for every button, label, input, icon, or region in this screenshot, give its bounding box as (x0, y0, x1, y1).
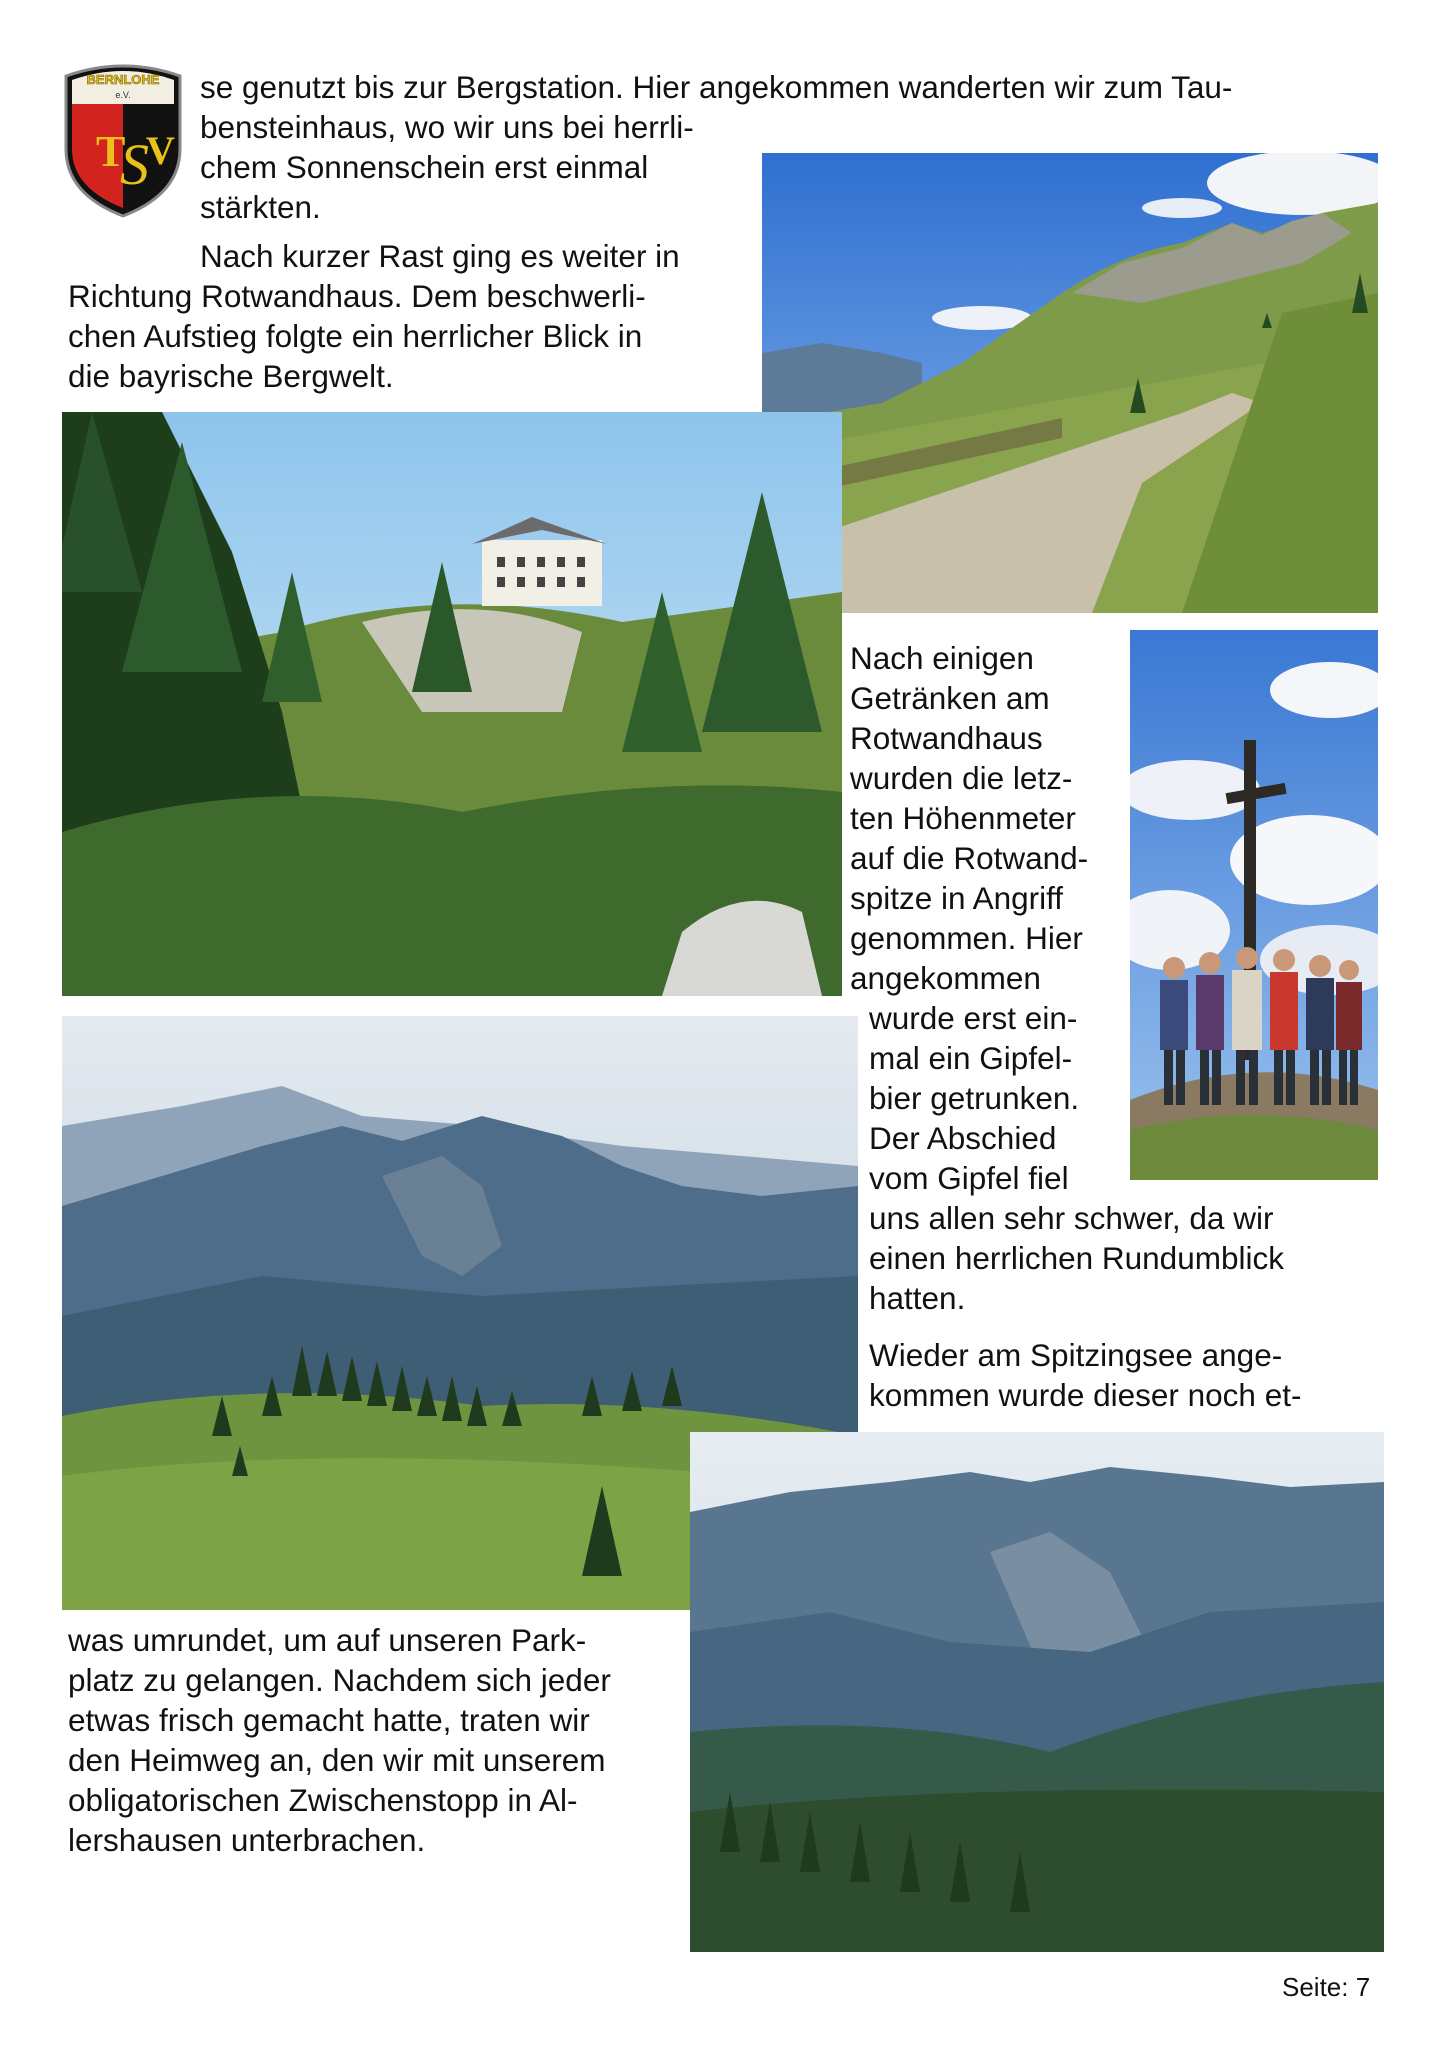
logo-sub-text: e.V. (115, 90, 131, 100)
para3-line: wurden die letz- (850, 760, 1073, 796)
para5-line: den Heimweg an, den wir mit unserem (68, 1742, 606, 1778)
para2-line: chen Aufstieg folgte ein herrlicher Blick in (68, 318, 643, 354)
para1-line: bensteinhaus, wo wir uns bei herrli- (200, 109, 694, 145)
logo-top-text: BERNLOHE (86, 72, 160, 87)
para5-line: obligatorischen Zwischenstopp in Al- (68, 1782, 578, 1818)
para3b-line: mal ein Gipfel- (869, 1040, 1073, 1076)
svg-text:T: T (96, 127, 126, 176)
para4-line: kommen wurde dieser noch et- (869, 1377, 1302, 1413)
rotwandhaus-photo (62, 412, 842, 996)
tsv-crest-icon (56, 54, 190, 220)
club-logo (56, 54, 190, 220)
para3-line: spitze in Angriff (850, 880, 1064, 916)
para3b-line: einen herrlichen Rundumblick (869, 1240, 1284, 1276)
para1-line: chem Sonnenschein erst einmal (200, 149, 649, 185)
para3-line: genommen. Hier (850, 920, 1083, 956)
para5-line: lershausen unterbrachen. (68, 1822, 426, 1858)
para3-line: auf die Rotwand- (850, 840, 1089, 876)
para2-line: die bayrische Bergwelt. (68, 358, 394, 394)
summit-cross-group-photo (1130, 630, 1378, 1180)
svg-text:V: V (146, 128, 175, 173)
para3b-line: bier getrunken. (869, 1080, 1080, 1116)
svg-text:S: S (120, 132, 149, 197)
para3b-line: Der Abschied (869, 1120, 1057, 1156)
para3b-line: vom Gipfel fiel (869, 1160, 1069, 1196)
para5-line: etwas frisch gemacht hatte, traten wir (68, 1702, 590, 1738)
para3-line: angekommen (850, 960, 1041, 996)
mountain-range-forest-photo (690, 1432, 1384, 1952)
para3-line: Nach einigen (850, 640, 1034, 676)
para2-line: Nach kurzer Rast ging es weiter in (200, 238, 680, 274)
para5-line: platz zu gelangen. Nachdem sich jeder (68, 1662, 611, 1698)
para4-line: Wieder am Spitzingsee ange- (869, 1337, 1283, 1373)
para3b-line: hatten. (869, 1280, 966, 1316)
para3-line: Rotwandhaus (850, 720, 1043, 756)
para2-line: Richtung Rotwandhaus. Dem beschwerli- (68, 278, 646, 314)
para3-line: ten Höhenmeter (850, 800, 1076, 836)
text-top-line: se genutzt bis zur Bergstation. Hier angekommen wanderten wir zum Tau- (200, 69, 1233, 105)
page-number: Seite: 7 (1282, 1972, 1371, 2002)
alpine-trail-photo (762, 153, 1378, 613)
para3-line: Getränken am (850, 680, 1050, 716)
para3b-line: wurde erst ein- (869, 1000, 1078, 1036)
para3b-line: uns allen sehr schwer, da wir (869, 1200, 1274, 1236)
para1-line: stärkten. (200, 189, 321, 225)
para5-line: was umrundet, um auf unseren Park- (68, 1622, 587, 1658)
